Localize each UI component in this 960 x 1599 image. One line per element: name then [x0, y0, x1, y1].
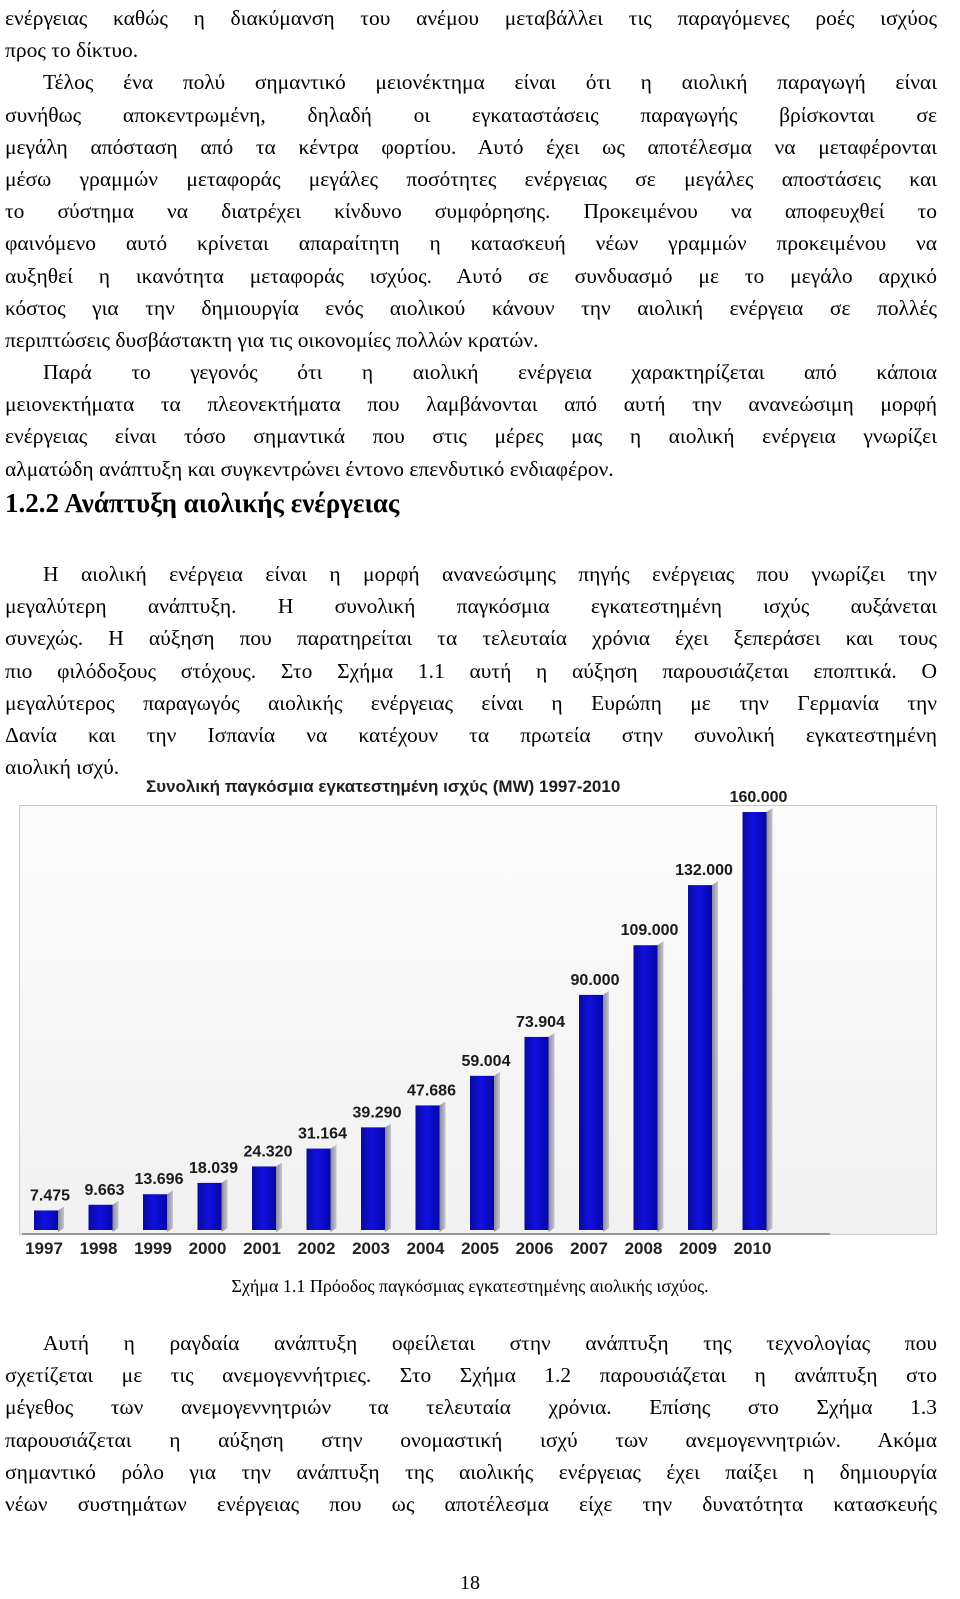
- bar-side: [331, 1145, 337, 1232]
- bar-1999: [143, 1194, 167, 1230]
- bar-side: [222, 1179, 228, 1232]
- bar-2009: [688, 885, 712, 1230]
- text-line: Τέλος ένα πολύ σημαντικό μειονέκτημα είναι ότι η αιολική παραγωγή είναι: [43, 70, 937, 95]
- x-tick-label-2006: 2006: [515, 1239, 554, 1258]
- x-tick-label-2001: 2001: [243, 1239, 281, 1258]
- bar-2003: [361, 1127, 385, 1230]
- text-line: φαινόμενο αυτό κρίνεται απαραίτητη η κατασκευή νέων γραμμών προκειμένου να: [5, 231, 937, 256]
- text-line: συνεχώς. Η αύξηση που παρατηρείται τα τελευταία χρόνια έχει ξεπεράσει και τους: [5, 626, 937, 651]
- text-line: ενέργειας καθώς η διακύμανση του ανέμου μεταβάλλει τις παραγόμενες ροές ισχύος: [5, 6, 937, 30]
- figure-caption: Σχήμα 1.1 Πρόοδος παγκόσμιας εγκατεστημένης αιολικής ισχύος.: [231, 1276, 709, 1296]
- bar-1998: [89, 1205, 113, 1230]
- top-text: [5, 2, 937, 485]
- data-label-2008: 109.000: [620, 922, 679, 940]
- text-line: πιο φιλόδοξους στόχους. Στο Σχήμα 1.1 αυτή η αύξηση παρουσιάζεται εποπτικά. Ο: [5, 658, 937, 683]
- bar-2007: [579, 995, 603, 1230]
- page-number: 18: [460, 1572, 480, 1594]
- text-line: μέγεθος των ανεμογεννητριών τα τελευταία χρόνια. Επίσης στο Σχήμα 1.3: [5, 1395, 937, 1420]
- text-line: παρουσιάζεται η αύξηση στην ονομαστική ισχύ των ανεμογεννητριών. Ακόμα: [5, 1427, 937, 1452]
- text-line: κόστος για την δημιουργία ενός αιολικού κάνουν την αιολική ενέργεια σε πολλές: [5, 295, 937, 320]
- data-label-2009: 132.000: [675, 862, 733, 880]
- text-line: νέων συστημάτων ενέργειας που ως αποτέλεσμα είχε την δυνατότητα κατασκευής: [5, 1491, 937, 1516]
- data-label-2010: 160.000: [729, 790, 788, 806]
- chart-title: Συνολική παγκόσμια εγκατεστημένη ισχύς (MW) 1997-2010: [146, 777, 621, 796]
- data-label-2003: 39.290: [352, 1104, 402, 1122]
- x-tick-label-2008: 2008: [624, 1239, 663, 1258]
- bar-side: [440, 1101, 446, 1232]
- wind-capacity-bar-chart: [0, 790, 960, 1270]
- data-label-2007: 90.000: [570, 971, 620, 989]
- x-tick-label-2010: 2010: [733, 1239, 772, 1258]
- x-tick-label-2009: 2009: [679, 1239, 717, 1258]
- section-heading: 1.2.2 Ανάπτυξη αιολικής ενέργειας: [5, 488, 400, 518]
- data-label-2005: 59.004: [461, 1052, 511, 1070]
- bar-side: [385, 1123, 391, 1232]
- text-line: ενέργειας είναι τόσο σημαντικά που στις μέρες μας η αιολική ενέργεια γνωρίζει: [5, 424, 937, 449]
- text-line: μεγαλύτερη ανάπτυξη. Η συνολική παγκόσμια εγκατεστημένη ισχύς αυξάνεται: [5, 594, 937, 619]
- text-line: αυξηθεί η ικανότητα μεταφοράς ισχύος. Αυτό σε συνδυασμό με το μεγάλο αρχικό: [5, 263, 937, 288]
- data-label-1999: 13.696: [134, 1171, 184, 1189]
- bar-2004: [416, 1105, 440, 1230]
- text-line: μέσω γραμμών μεταφοράς μεγάλες ποσότητες ενέργειας σε μεγάλες αποστάσεις και: [5, 166, 937, 191]
- x-tick-label-2005: 2005: [461, 1239, 499, 1258]
- bar-side: [494, 1072, 500, 1232]
- text-line: σχετίζεται με τις ανεμογεννήτριες. Στο Σχήμα 1.2 παρουσιάζεται η ανάπτυξη στο: [5, 1363, 937, 1388]
- x-tick-label-2007: 2007: [570, 1239, 608, 1258]
- text-line: το σύστημα να διατρέχει κίνδυνο συμφόρησης. Προκειμένου να αποφευχθεί το: [5, 199, 937, 224]
- text-line: Η αιολική ενέργεια είναι η μορφή ανανεώσιμης πηγής ενέργειας που γνωρίζει την: [43, 562, 937, 586]
- bottom-text: [5, 1327, 937, 1520]
- data-label-2001: 24.320: [243, 1143, 293, 1161]
- data-label-1997: 7.475: [29, 1187, 71, 1205]
- text-line: μειονεκτήματα τα πλεονεκτήματα που λαμβάνονται από αυτή την ανανεώσιμη μορφή: [5, 392, 937, 417]
- text-line: αλματώδη ανάπτυξη και συγκεντρώνει έντονο επενδυτικό ενδιαφέρον.: [5, 456, 614, 481]
- text-line: συνήθως αποκεντρωμένη, δηλαδή οι εγκαταστάσεις παραγωγής βρίσκονται σε: [5, 102, 937, 127]
- bar-2010: [743, 812, 767, 1230]
- x-tick-label-1998: 1998: [79, 1239, 118, 1258]
- bar-2005: [470, 1076, 494, 1230]
- bar-side: [549, 1033, 555, 1232]
- data-label-1998: 9.663: [84, 1181, 125, 1199]
- text-line: αιολική ισχύ.: [5, 755, 120, 780]
- x-tick-label-1997: 1997: [25, 1239, 63, 1258]
- x-tick-label-2003: 2003: [352, 1239, 390, 1258]
- text-line: Αυτή η ραγδαία ανάπτυξη οφείλεται στην ανάπτυξη της τεχνολογίας που: [43, 1331, 937, 1355]
- text-line: Δανία και την Ισπανία να κατέχουν τα πρωτεία στην συνολική εγκατεστημένη: [5, 722, 937, 747]
- bar-side: [113, 1201, 119, 1232]
- x-tick-label-1999: 1999: [134, 1239, 172, 1258]
- bar-side: [167, 1190, 173, 1232]
- bar-side: [603, 991, 609, 1232]
- text-line: μεγαλύτερος παραγωγός αιολικής ενέργειας είναι η Ευρώπη με την Γερμανία την: [5, 690, 937, 715]
- bar-2006: [525, 1037, 549, 1230]
- section-text: [5, 558, 937, 783]
- data-label-2000: 18.039: [189, 1159, 238, 1177]
- text-line: μεγάλη απόσταση από τα κέντρα φορτίου. Αυτό έχει ως αποτέλεσμα να μεταφέρονται: [5, 134, 937, 159]
- bar-side: [712, 881, 718, 1232]
- bar-side: [658, 941, 664, 1232]
- x-tick-label-2004: 2004: [406, 1239, 445, 1258]
- bar-side: [276, 1162, 282, 1232]
- text-line: Παρά το γεγονός ότι η αιολική ενέργεια χαρακτηρίζεται από κάποια: [43, 360, 937, 385]
- bar-2000: [198, 1183, 222, 1230]
- x-tick-label-2000: 2000: [188, 1239, 227, 1258]
- bar-2002: [307, 1149, 331, 1230]
- bar-side: [767, 808, 773, 1232]
- data-label-2004: 47.686: [407, 1082, 456, 1100]
- data-label-2002: 31.164: [298, 1125, 347, 1143]
- text-line: περιπτώσεις δυσβάστακτη για τις οικονομίες πολλών κρατών.: [5, 327, 539, 352]
- text-line: προς το δίκτυο.: [5, 38, 139, 63]
- x-tick-label-2002: 2002: [297, 1239, 336, 1258]
- bar-side: [58, 1206, 64, 1232]
- bar-2008: [634, 945, 658, 1230]
- bar-1997: [34, 1210, 58, 1230]
- data-label-2006: 73.904: [516, 1013, 565, 1031]
- text-line: σημαντικό ρόλο για την ανάπτυξη της αιολικής ενέργειας έχει παίξει η δημιουργία: [5, 1459, 937, 1484]
- bar-2001: [252, 1166, 276, 1230]
